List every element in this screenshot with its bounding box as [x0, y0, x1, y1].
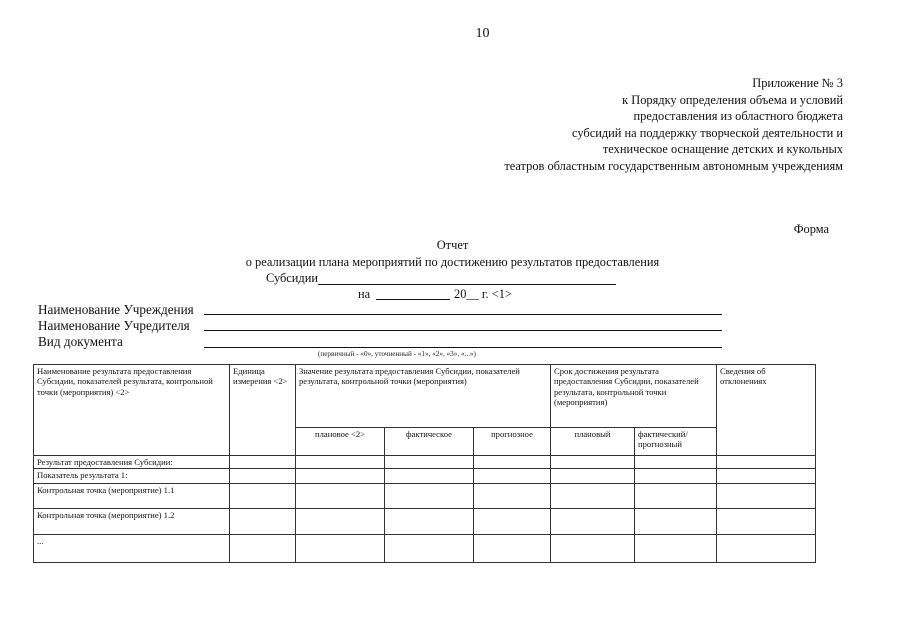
table-cell[interactable] [230, 456, 296, 469]
table-cell[interactable] [296, 484, 385, 509]
table-cell[interactable] [385, 509, 474, 535]
appendix-line-1: Приложение № 3 [752, 76, 843, 90]
table-cell[interactable] [474, 535, 551, 563]
report-table [33, 364, 816, 563]
table-cell[interactable] [296, 509, 385, 535]
table-cell[interactable] [635, 469, 717, 484]
table-cell[interactable] [230, 509, 296, 535]
table-row [34, 509, 816, 535]
institution-label: Наименование Учреждения [38, 302, 194, 317]
appendix-header [504, 75, 843, 175]
doc-type-line [204, 335, 722, 348]
date-year: 20__ г. <1> [454, 287, 512, 301]
appendix-line-2: к Порядку определения объема и условий [622, 92, 843, 107]
institution-line [204, 302, 722, 315]
subsidy-line [318, 272, 616, 285]
table-cell[interactable] [551, 456, 635, 469]
appendix-line-4: субсидий на поддержку творческой деятельности и [572, 125, 843, 140]
table-cell[interactable] [296, 535, 385, 563]
row-label: Показатель результата 1: [34, 469, 230, 484]
date-prefix: на [358, 287, 371, 301]
form-label: Форма [793, 222, 829, 236]
table-row [34, 456, 816, 469]
table-cell[interactable] [551, 484, 635, 509]
table-cell[interactable] [474, 469, 551, 484]
header-deadline: Срок достижения результата предоставления Субсидии, показателей результата, контрольной точки (мероприятия) [551, 365, 717, 428]
table-cell[interactable] [474, 509, 551, 535]
date-line [376, 287, 450, 300]
page-number: 10 [475, 26, 490, 41]
report-subsidy-label: Субсидии [266, 271, 318, 285]
table-cell[interactable] [635, 535, 717, 563]
subheader-forecast: прогнозное [474, 428, 551, 456]
table-cell[interactable] [296, 456, 385, 469]
header-unit: Единица измерения <2> [230, 365, 296, 456]
subheader-planned: плановое <2> [296, 428, 385, 456]
table-cell[interactable] [385, 456, 474, 469]
table-cell[interactable] [230, 535, 296, 563]
report-title: Отчет [436, 238, 469, 252]
table-cell[interactable] [296, 469, 385, 484]
row-label: Контрольная точка (мероприятие) 1.2 [34, 509, 230, 535]
appendix-line-3: предоставления из областного бюджета [633, 109, 843, 124]
table-cell[interactable] [635, 484, 717, 509]
table-cell[interactable] [474, 484, 551, 509]
table-cell[interactable] [385, 469, 474, 484]
doc-type-label: Вид документа [38, 334, 123, 349]
row-label: Контрольная точка (мероприятие) 1.1 [34, 484, 230, 509]
table-cell[interactable] [551, 509, 635, 535]
table-cell[interactable] [635, 509, 717, 535]
table-cell[interactable] [551, 469, 635, 484]
header-value: Значение результата предоставления Субсидии, показателей результата, контрольной точки (мероприятия) [296, 365, 551, 428]
table-cell[interactable] [635, 456, 717, 469]
table-cell[interactable] [717, 456, 816, 469]
table-cell[interactable] [717, 535, 816, 563]
table-row [34, 469, 816, 484]
table-row [34, 535, 816, 563]
appendix-line-6: театров областным государственным автономным учреждениям [504, 158, 843, 173]
header-deviation: Сведения об отклонениях [717, 365, 816, 456]
table-row [34, 484, 816, 509]
table-cell[interactable] [385, 484, 474, 509]
table-cell[interactable] [717, 469, 816, 484]
table-cell[interactable] [717, 484, 816, 509]
subheader-actual-date: фактический/ прогнозный [635, 428, 717, 456]
doc-type-hint: (первичный - «0», уточненный - «1», «2», «3», «...») [318, 350, 476, 358]
row-label: ... [34, 535, 230, 563]
row-label: Результат предоставления Субсидии: [34, 456, 230, 469]
header-result: Наименование результата предоставления Субсидии, показателей результата, контрольной точки (мероприятия) <2> [34, 365, 230, 456]
table-cell[interactable] [474, 456, 551, 469]
founder-label: Наименование Учредителя [38, 318, 190, 333]
table-cell[interactable] [230, 469, 296, 484]
table-cell[interactable] [385, 535, 474, 563]
founder-line [204, 318, 722, 331]
subheader-actual: фактическое [385, 428, 474, 456]
subheader-planned-date: плановый [551, 428, 635, 456]
appendix-line-5: техническое оснащение детских и кукольных [602, 142, 843, 157]
table-cell[interactable] [717, 509, 816, 535]
report-subtitle: о реализации плана мероприятий по достижению результатов предоставления [245, 255, 660, 269]
table-cell[interactable] [230, 484, 296, 509]
table-cell[interactable] [551, 535, 635, 563]
table-header-row [34, 365, 816, 428]
